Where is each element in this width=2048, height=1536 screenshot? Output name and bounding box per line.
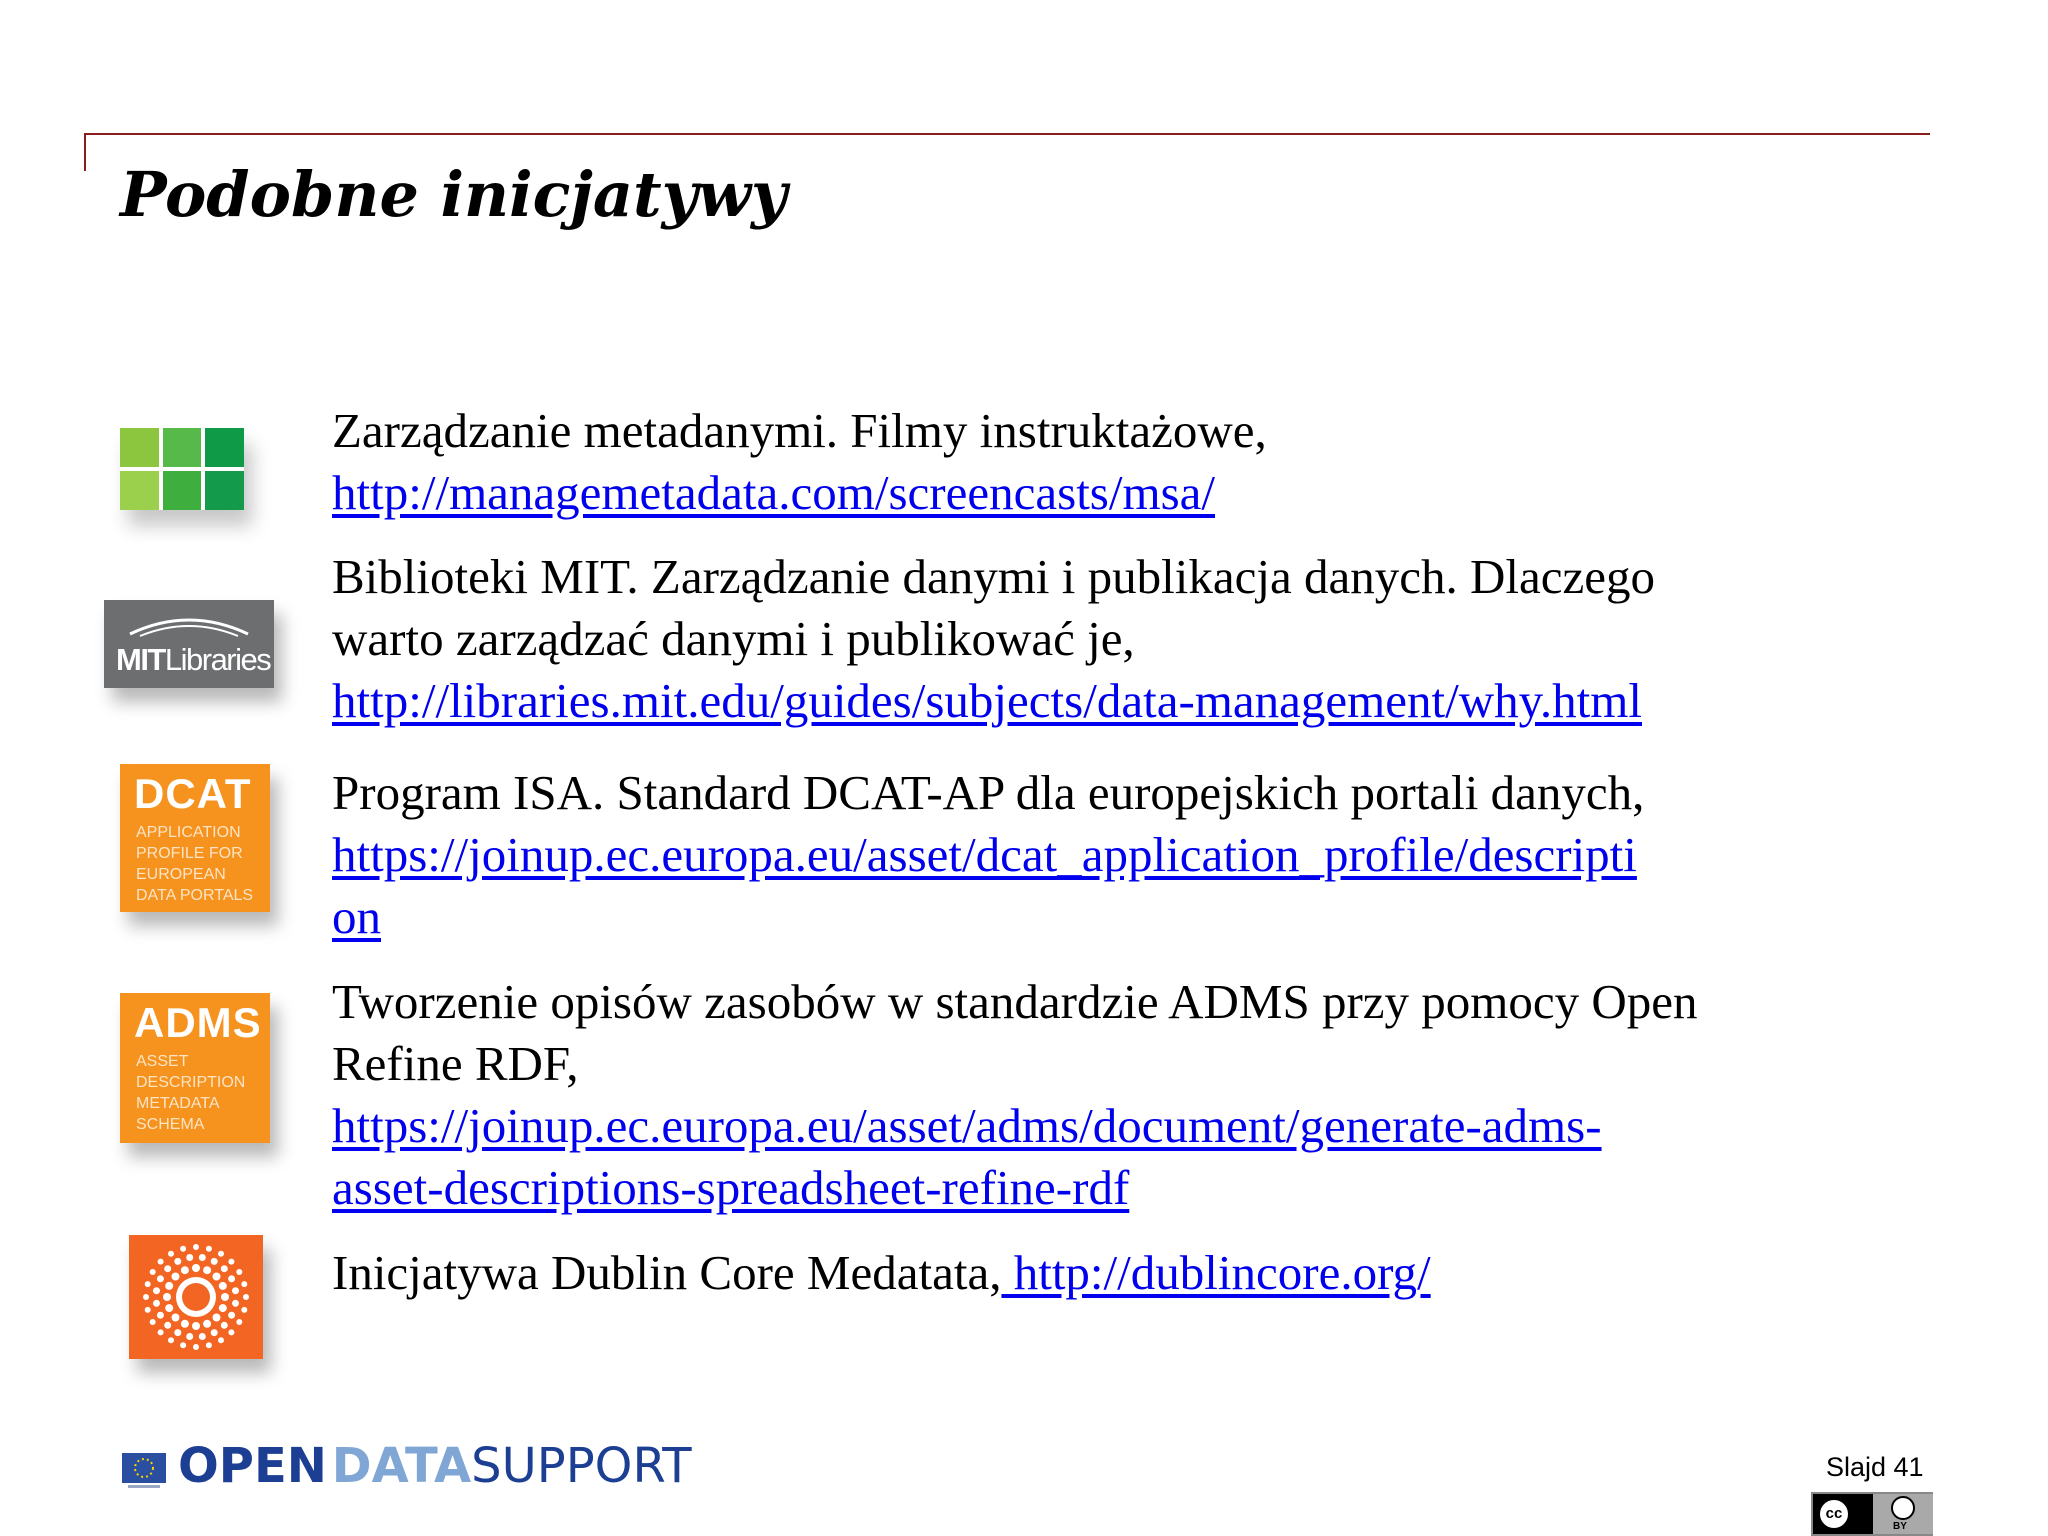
sunburst-dot	[221, 1322, 228, 1329]
sunburst-dot	[165, 1282, 173, 1290]
entry-link-adms[interactable]: https://joinup.ec.europa.eu/asset/adms/document/generate-adms- asset-descriptions-spreadsheet-refine-rdf	[332, 1098, 1602, 1215]
mit-arch-icon	[124, 612, 254, 642]
sunburst-dot	[228, 1329, 234, 1335]
manage-metadata-grid-icon	[120, 428, 244, 510]
sunburst-dot	[236, 1319, 242, 1325]
sunburst-dot	[199, 1333, 206, 1340]
open-data-support-brand: OPEN DATASUPPORT	[122, 1438, 692, 1494]
sunburst-dot	[157, 1312, 164, 1319]
sunburst-dot	[192, 1322, 200, 1330]
sunburst-dot	[221, 1265, 228, 1272]
entry-link-managemetadata[interactable]: http://managemetadata.com/screencasts/msa/	[332, 465, 1216, 520]
entry-manage-metadata	[332, 400, 1267, 524]
entry-text-line: Tworzenie opisów zasobów w standardzie ADMS przy pomocy Open	[332, 974, 1698, 1029]
sunburst-dot	[164, 1322, 171, 1329]
sunburst-dot	[228, 1312, 235, 1319]
sunburst-dot	[206, 1246, 212, 1252]
entry-text-line: warto zarządzać danymi i publikować je,	[332, 611, 1135, 666]
eu-flag-icon	[122, 1449, 166, 1489]
entry-mit-libraries	[332, 546, 1655, 732]
sunburst-dot	[236, 1269, 242, 1275]
sunburst-dot	[174, 1258, 181, 1265]
dublin-core-logo	[129, 1235, 263, 1359]
sunburst-dot	[168, 1251, 174, 1257]
sunburst-dot	[206, 1342, 212, 1348]
title-rule	[84, 133, 1930, 135]
sunburst-dot	[199, 1254, 206, 1261]
sunburst-dot	[164, 1265, 171, 1272]
sunburst-dot	[211, 1329, 218, 1336]
sunburst-dot	[150, 1319, 156, 1325]
attribution-person-icon	[1891, 1496, 1915, 1520]
entry-text: Program ISA. Standard DCAT-AP dla europejskich portali danych,	[332, 765, 1645, 820]
sunburst-dot	[174, 1329, 181, 1336]
dcat-ap-logo: DCAT APPLICATION PROFILE FOR EUROPEAN DATA PORTALS	[120, 764, 270, 912]
entry-link-dcat[interactable]: https://joinup.ec.europa.eu/asset/dcat_application_profile/descripti on	[332, 827, 1637, 944]
sunburst-dot	[186, 1333, 193, 1340]
sunburst-dot	[145, 1307, 151, 1313]
sunburst-dot	[172, 1273, 180, 1281]
sunburst-dot	[213, 1314, 221, 1322]
sunburst-dot	[213, 1273, 221, 1281]
sunburst-dot	[219, 1282, 227, 1290]
entry-dcat-ap	[332, 762, 1644, 948]
sunburst-dot	[221, 1293, 229, 1301]
sunburst-dot	[181, 1266, 189, 1274]
sunburst-dot	[241, 1281, 247, 1287]
sunburst-dot	[153, 1300, 160, 1307]
mit-libraries-logo: MITLibraries	[104, 600, 274, 688]
slide-number: Slajd 41	[1826, 1452, 1924, 1482]
sunburst-dot	[203, 1266, 211, 1274]
sunburst-dot	[180, 1342, 186, 1348]
sunburst-dot	[180, 1246, 186, 1252]
entry-link-dublincore[interactable]: http://dublincore.org/	[1001, 1245, 1431, 1300]
sunburst-dot	[192, 1264, 200, 1272]
entry-text: Zarządzanie metadanymi. Filmy instruktażowe,	[332, 403, 1267, 458]
adms-logo: ADMS ASSET DESCRIPTION METADATA SCHEMA	[120, 993, 270, 1143]
cc-icon: cc	[1817, 1497, 1851, 1531]
sunburst-dot	[193, 1344, 199, 1350]
sunburst-dot	[181, 1320, 189, 1328]
sunburst-dot	[163, 1293, 171, 1301]
sunburst-dot	[158, 1259, 164, 1265]
dublin-core-sunburst-icon	[129, 1235, 263, 1359]
slide-title: Podobne inicjatywy	[120, 158, 788, 231]
sunburst-dot	[228, 1259, 234, 1265]
sunburst-dot	[150, 1269, 156, 1275]
sunburst-dot	[232, 1287, 239, 1294]
sunburst-dot	[203, 1320, 211, 1328]
entry-text-line: Biblioteki MIT. Zarządzanie danymi i publikacja danych. Dlaczego	[332, 549, 1655, 604]
sunburst-dot	[219, 1304, 227, 1312]
sunburst-dot	[157, 1275, 164, 1282]
entry-dublin-core	[332, 1242, 1431, 1304]
title-rule-tick	[84, 133, 86, 171]
sunburst-dot	[218, 1337, 224, 1343]
sunburst-dot	[211, 1258, 218, 1265]
sunburst-dot	[218, 1251, 224, 1257]
sunburst-dot	[193, 1244, 199, 1250]
sunburst-dot	[168, 1337, 174, 1343]
entry-text: Inicjatywa Dublin Core Medatata,	[332, 1245, 1002, 1300]
entry-adms	[332, 971, 1698, 1219]
sunburst-dot	[145, 1281, 151, 1287]
cc-by-license-badge[interactable]: cc BY	[1811, 1492, 1933, 1536]
sunburst-dot	[143, 1294, 149, 1300]
sunburst-dot	[228, 1275, 235, 1282]
sunburst-dot	[241, 1307, 247, 1313]
sunburst-dot	[158, 1329, 164, 1335]
sunburst-dot	[165, 1304, 173, 1312]
sunburst-dot	[243, 1294, 249, 1300]
sunburst-dot	[186, 1254, 193, 1261]
sunburst-dot	[232, 1300, 239, 1307]
entry-link-mit[interactable]: http://libraries.mit.edu/guides/subjects/data-management/why.html	[332, 673, 1643, 728]
sunburst-dot	[172, 1314, 180, 1322]
entry-text-line: Refine RDF,	[332, 1036, 579, 1091]
sunburst-dot	[153, 1287, 160, 1294]
